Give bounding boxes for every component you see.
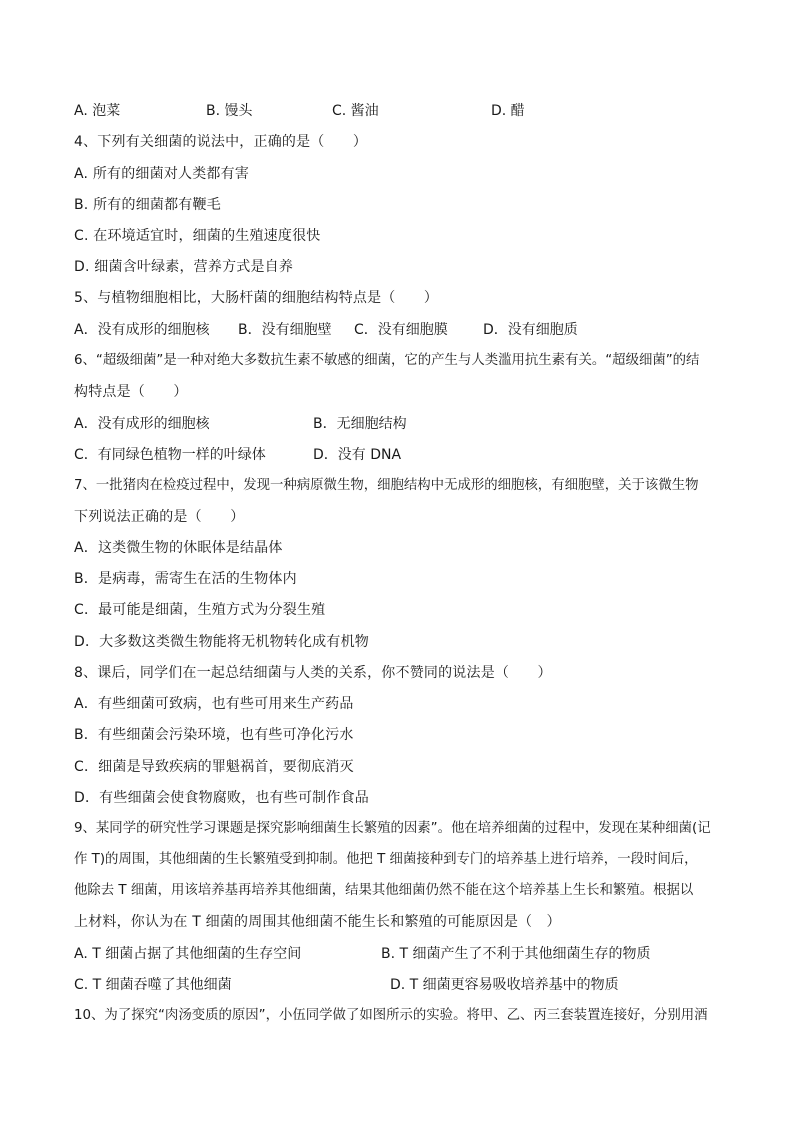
prev-option-a: A. 泡菜	[74, 103, 121, 119]
question-10-stem-line-1: 10、为了探究“肉汤变质的原因”，小伍同学做了如图所示的实验。将甲、乙、丙三套装置连接好，分别用酒	[74, 1008, 708, 1023]
question-5-option-c: C．没有细胞膜	[354, 322, 448, 338]
question-6-option-b: B．无细胞结构	[313, 416, 407, 432]
question-7-stem-line-1: 7、一批猪肉在检疫过程中，发现一种病原微生物，细胞结构中无成形的细胞核，有细胞壁，关于该微生物	[74, 478, 699, 493]
question-9-option-c: C. T 细菌吞噬了其他细菌	[74, 977, 232, 993]
question-9-option-d: D. T 细菌更容易吸收培养基中的物质	[390, 977, 619, 993]
question-9-stem-line-1: 9、某同学的研究性学习课题是探究影响细菌生长繁殖的因素”。他在培养细菌的过程中，发现在某种细菌(记	[74, 821, 711, 836]
question-5-option-d: D．没有细胞质	[483, 322, 578, 338]
question-9-stem-line-2: 作 T)的周围，其他细菌的生长繁殖受到抑制。他把 T 细菌接种到专门的培养基上进行培养，一段时间后，	[74, 852, 698, 867]
prev-option-d: D. 醋	[491, 103, 525, 119]
prev-option-b: B. 馒头	[206, 103, 253, 119]
question-6-stem-line-1: 6、“超级细菌”是一种对绝大多数抗生素不敏感的细菌，它的产生与人类滥用抗生素有关。“超级细菌”的结	[74, 353, 700, 368]
question-9-option-a: A. T 细菌占据了其他细菌的生存空间	[74, 946, 302, 962]
question-8-option-c: C．细菌是导致疾病的罪魁祸首，要彻底消灭	[74, 759, 354, 775]
prev-option-c: C. 酱油	[332, 103, 379, 119]
question-8-option-a: A．有些细菌可致病，也有些可用来生产药品	[74, 696, 354, 712]
question-9-stem-line-4: 上材料，你认为在 T 细菌的周围其他细菌不能生长和繁殖的可能原因是（ ）	[74, 914, 561, 930]
question-9-stem-line-3: 他除去 T 细菌，用该培养基再培养其他细菌，结果其他细菌仍然不能在这个培养基上生长和繁殖。根据以	[74, 883, 694, 898]
question-7-option-b: B．是病毒，需寄生在活的生物体内	[74, 571, 297, 587]
question-9-option-b: B. T 细菌产生了不利于其他细菌生存的物质	[381, 946, 651, 962]
question-5-stem: 5、与植物细胞相比，大肠杆菌的细胞结构特点是（ ）	[74, 290, 439, 306]
question-4-option-d: D. 细菌含叶绿素，营养方式是自养	[74, 259, 294, 275]
question-5-option-a: A．没有成形的细胞核	[74, 322, 210, 338]
question-4-option-a: A. 所有的细菌对人类都有害	[74, 166, 250, 182]
question-4-option-b: B. 所有的细菌都有鞭毛	[74, 197, 221, 213]
question-7-option-c: C．最可能是细菌，生殖方式为分裂生殖	[74, 602, 326, 618]
question-6-stem-line-2: 构特点是（ ）	[74, 384, 188, 400]
question-6-option-a: A．没有成形的细胞核	[74, 416, 210, 432]
question-7-stem-line-2: 下列说法正确的是（ ）	[74, 509, 245, 525]
question-7-option-a: A．这类微生物的休眠体是结晶体	[74, 540, 283, 556]
question-8-option-b: B．有些细菌会污染环境，也有些可净化污水	[74, 727, 354, 743]
question-4-stem: 4、下列有关细菌的说法中，正确的是（ ）	[74, 134, 368, 150]
question-8-stem: 8、课后，同学们在一起总结细菌与人类的关系，你不赞同的说法是（ ）	[74, 665, 552, 681]
question-6-option-c: C．有同绿色植物一样的叶绿体	[74, 447, 266, 463]
question-5-option-b: B．没有细胞壁	[238, 322, 332, 338]
question-4-option-c: C. 在环境适宜时，细菌的生殖速度很快	[74, 228, 321, 244]
question-6-option-d: D．没有 DNA	[313, 447, 402, 463]
question-8-option-d: D．有些细菌会使食物腐败，也有些可制作食品	[74, 790, 369, 806]
question-7-option-d: D．大多数这类微生物能将无机物转化成有机物	[74, 634, 369, 650]
